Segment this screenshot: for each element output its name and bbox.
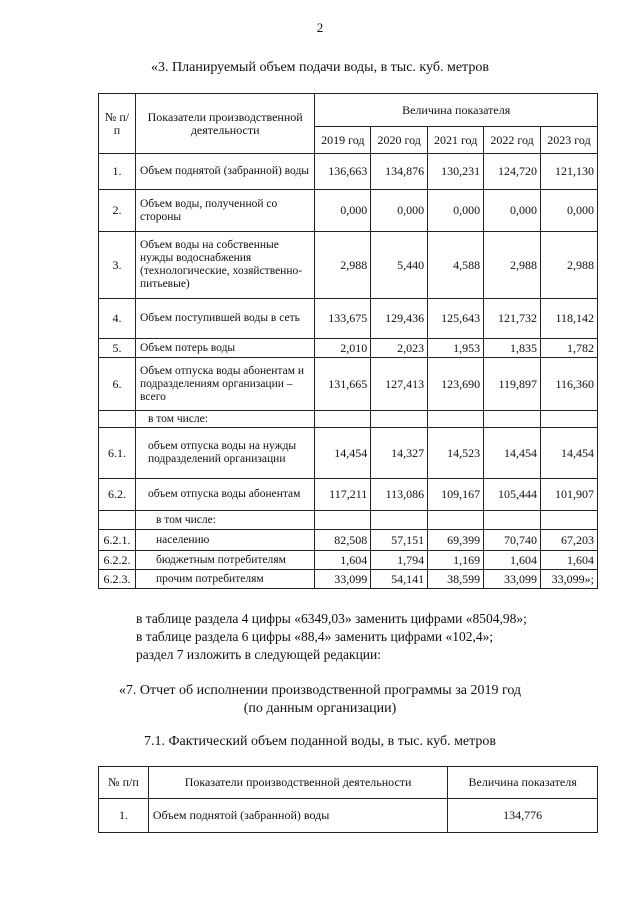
row-value: 2,023 <box>371 339 428 358</box>
row-value: 33,099 <box>315 570 371 589</box>
row-name: Объем воды на собственные нужды водоснабжения (технологические, хозяйственно-питьевые) <box>135 232 314 299</box>
row-value <box>371 411 428 428</box>
row-num: 6.2.2. <box>99 551 136 570</box>
row-value: 67,203 <box>541 530 598 551</box>
row-value: 14,523 <box>428 428 484 479</box>
year-header: 2021 год <box>428 127 484 154</box>
row-value: 38,599 <box>428 570 484 589</box>
row-value <box>428 511 484 530</box>
table-header-row <box>99 767 598 799</box>
table-row <box>99 190 598 232</box>
row-value <box>428 411 484 428</box>
row-num: 1. <box>99 799 149 833</box>
row-value: 117,211 <box>315 479 371 511</box>
row-value: 0,000 <box>371 190 428 232</box>
row-value: 33,099»; <box>541 570 598 589</box>
row-value: 1,953 <box>428 339 484 358</box>
row-value: 5,440 <box>371 232 428 299</box>
paragraph: раздел 7 изложить в следующей редакции: <box>136 647 382 662</box>
planned-water-supply-table <box>98 93 598 589</box>
table-row <box>99 570 598 589</box>
row-num: 6.1. <box>99 428 136 479</box>
row-value <box>541 411 598 428</box>
table-row <box>99 232 598 299</box>
row-value: 2,988 <box>484 232 541 299</box>
row-value <box>541 511 598 530</box>
row-value: 1,794 <box>371 551 428 570</box>
row-value: 123,690 <box>428 358 484 411</box>
table-row <box>99 428 598 479</box>
row-value <box>484 411 541 428</box>
row-name: Объем поступившей воды в сеть <box>135 299 314 339</box>
header-indicators: Показатели производственной деятельности <box>148 767 447 799</box>
row-value: 124,720 <box>484 154 541 190</box>
table-row <box>99 154 598 190</box>
paragraph: в таблице раздела 4 цифры «6349,03» заменить цифрами «8504,98»; <box>136 611 527 626</box>
header-value: Величина показателя <box>315 94 598 127</box>
section-7-title <box>0 682 640 718</box>
row-value: 70,740 <box>484 530 541 551</box>
row-value: 105,444 <box>484 479 541 511</box>
page-number: 2 <box>316 20 324 35</box>
row-value: 1,782 <box>541 339 598 358</box>
row-value: 14,454 <box>315 428 371 479</box>
row-value: 33,099 <box>484 570 541 589</box>
actual-water-supply-table <box>98 766 598 833</box>
paragraph: в таблице раздела 6 цифры «88,4» заменить цифрами «102,4»; <box>136 629 494 644</box>
row-value: 0,000 <box>428 190 484 232</box>
row-value: 129,436 <box>371 299 428 339</box>
row-num: 5. <box>99 339 136 358</box>
row-name: населению <box>135 530 314 551</box>
year-header: 2022 год <box>484 127 541 154</box>
row-value: 2,988 <box>541 232 598 299</box>
row-value <box>371 511 428 530</box>
row-value: 2,010 <box>315 339 371 358</box>
row-num: 6.2.1. <box>99 530 136 551</box>
section-7-title-line2: (по данным организации) <box>243 701 397 716</box>
row-value: 82,508 <box>315 530 371 551</box>
row-value: 54,141 <box>371 570 428 589</box>
row-value: 134,876 <box>371 154 428 190</box>
row-value: 0,000 <box>484 190 541 232</box>
row-value: 1,604 <box>484 551 541 570</box>
row-value: 134,776 <box>448 799 598 833</box>
row-value: 109,167 <box>428 479 484 511</box>
row-name: Объем отпуска воды абонентам и подразделениям организации – всего <box>135 358 314 411</box>
table-row <box>99 551 598 570</box>
row-value: 127,413 <box>371 358 428 411</box>
table-row <box>99 411 598 428</box>
year-header: 2023 год <box>541 127 598 154</box>
row-value: 0,000 <box>315 190 371 232</box>
row-value: 130,231 <box>428 154 484 190</box>
table-row <box>99 299 598 339</box>
row-value: 121,130 <box>541 154 598 190</box>
table-row <box>99 339 598 358</box>
section-7-title-line1: «7. Отчет об исполнении производственной программы за 2019 год <box>118 683 522 698</box>
row-value: 0,000 <box>541 190 598 232</box>
row-num: 6.2. <box>99 479 136 511</box>
header-indicators: Показатели производственной деятельности <box>135 94 314 154</box>
year-header: 2019 год <box>315 127 371 154</box>
table-header-row <box>99 94 598 127</box>
row-value: 14,454 <box>541 428 598 479</box>
section-3-title: «3. Планируемый объем подачи воды, в тыс. куб. метров <box>151 60 489 75</box>
row-value: 118,142 <box>541 299 598 339</box>
row-value: 1,604 <box>541 551 598 570</box>
table-row <box>99 511 598 530</box>
row-value: 116,360 <box>541 358 598 411</box>
section-7-1-title: 7.1. Фактический объем поданной воды, в тыс. куб. метров <box>143 734 497 749</box>
row-name: Объем потерь воды <box>135 339 314 358</box>
table-row <box>99 799 598 833</box>
row-value: 125,643 <box>428 299 484 339</box>
row-value: 121,732 <box>484 299 541 339</box>
row-name: объем отпуска воды абонентам <box>135 479 314 511</box>
row-num <box>99 411 136 428</box>
row-name: бюджетным потребителям <box>135 551 314 570</box>
header-num: № п/п <box>99 94 136 154</box>
row-value: 4,588 <box>428 232 484 299</box>
row-value: 101,907 <box>541 479 598 511</box>
row-num: 6. <box>99 358 136 411</box>
row-value <box>315 511 371 530</box>
row-name: в том числе: <box>135 511 314 530</box>
row-value: 1,169 <box>428 551 484 570</box>
row-num: 4. <box>99 299 136 339</box>
row-value <box>484 511 541 530</box>
row-num: 6.2.3. <box>99 570 136 589</box>
row-value <box>315 411 371 428</box>
row-value: 57,151 <box>371 530 428 551</box>
row-value: 133,675 <box>315 299 371 339</box>
row-value: 131,665 <box>315 358 371 411</box>
row-name: в том числе: <box>135 411 314 428</box>
table-row <box>99 530 598 551</box>
row-value: 136,663 <box>315 154 371 190</box>
row-value: 1,604 <box>315 551 371 570</box>
header-value: Величина показателя <box>448 767 598 799</box>
row-value: 14,454 <box>484 428 541 479</box>
row-value: 119,897 <box>484 358 541 411</box>
row-num <box>99 511 136 530</box>
row-value: 14,327 <box>371 428 428 479</box>
row-name: объем отпуска воды на нужды подразделений организации <box>135 428 314 479</box>
row-value: 113,086 <box>371 479 428 511</box>
amendment-paragraphs <box>136 610 616 664</box>
table-row <box>99 358 598 411</box>
year-header: 2020 год <box>371 127 428 154</box>
row-num: 2. <box>99 190 136 232</box>
row-name: Объем поднятой (забранной) воды <box>135 154 314 190</box>
row-value: 69,399 <box>428 530 484 551</box>
row-value: 2,988 <box>315 232 371 299</box>
row-name: Объем воды, полученной со стороны <box>135 190 314 232</box>
row-value: 1,835 <box>484 339 541 358</box>
header-num: № п/п <box>99 767 149 799</box>
row-name: Объем поднятой (забранной) воды <box>148 799 447 833</box>
row-num: 1. <box>99 154 136 190</box>
table-row <box>99 479 598 511</box>
row-name: прочим потребителям <box>135 570 314 589</box>
row-num: 3. <box>99 232 136 299</box>
